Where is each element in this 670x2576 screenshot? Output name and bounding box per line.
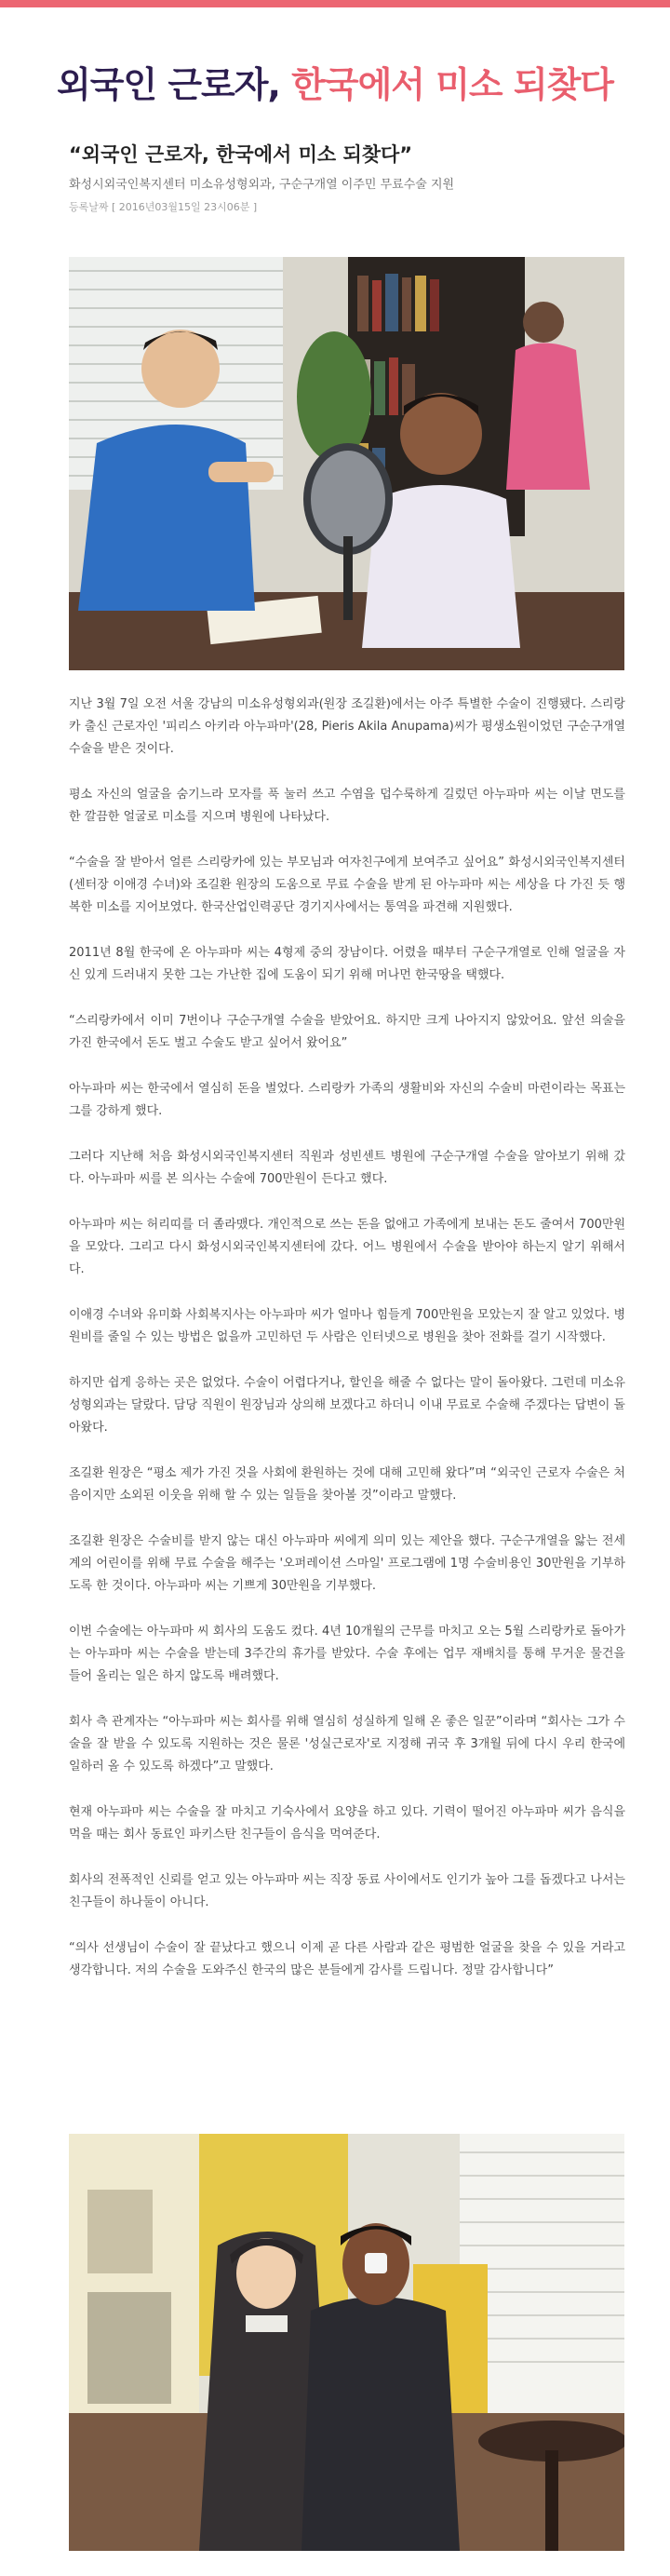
article-body <box>69 694 625 2005</box>
article-paragraph: 현재 아누파마 씨는 수술을 잘 마치고 기숙사에서 요양을 하고 있다. 기력이 떨어진 아누파마 씨가 음식을 먹을 때는 회사 동료인 파키스탄 친구들이 음식을 먹여준다. <box>69 1805 625 1841</box>
clinic-visit-photo <box>69 2134 624 2551</box>
banner-title <box>0 56 670 107</box>
article-paragraph: 이애경 수녀와 유미화 사회복지사는 아누파마 씨가 얼마나 힘들게 700만원을 모았는지 잘 알고 있었다. 병원비를 줄일 수 있는 방법은 없을까 고민하던 두 사람은 인터넷으로 병원을 찾아 전화를 걸기 시작했다. <box>69 1308 625 1344</box>
article-paragraph: 아누파마 씨는 한국에서 열심히 돈을 벌었다. 스리랑카 가족의 생활비와 자신의 수술비 마련이라는 목표는 그를 강하게 했다. <box>69 1082 625 1118</box>
article-paragraph: 2011년 8월 한국에 온 아누파마 씨는 4형제 중의 장남이다. 어렸을 때부터 구순구개열로 인해 얼굴을 자신 있게 드러내지 못한 그는 가난한 집에 도움이 되기 위해 머나먼 한국땅을 택했다. <box>69 946 625 982</box>
article-paragraph: 조길환 원장은 “평소 제가 가진 것을 사회에 환원하는 것에 대해 고민해 왔다”며 “외국인 근로자 수술은 처음이지만 소외된 이웃을 위해 할 수 있는 일들을 찾아볼 것”이라고 말했다. <box>69 1466 625 1503</box>
article-paragraph: 이번 수술에는 아누파마 씨 회사의 도움도 컸다. 4년 10개월의 근무를 마치고 오는 5월 스리랑카로 돌아가는 아누파마 씨는 수술을 받는데 3주간의 휴가를 받았다. 수술 후에는 업무 재배치를 통해 무거운 물건을 들어 올리는 일은 하지 않도록 배려했다. <box>69 1625 625 1683</box>
article-subheadline: 화성시외국인복지센터 미소유성형외과, 구순구개열 이주민 무료수술 지원 <box>69 178 455 192</box>
article-paragraph: “수술을 잘 받아서 얼른 스리랑카에 있는 부모님과 여자친구에게 보여주고 싶어요” 화성시외국인복지센터(센터장 이애경 수녀)와 조길환 원장의 도움으로 무료 수술을 받게 된 아누파마 씨는 세상을 다 가진 듯 행복한 미소를 지어보였다. 한국산업인력공단 경기지사에서는 통역을 파견해 지원했다. <box>69 856 625 914</box>
banner-title-part2: 한국에서 미소 되찾다 <box>291 64 613 105</box>
article-paragraph: 아누파마 씨는 허리띠를 더 졸라맸다. 개인적으로 쓰는 돈을 없애고 가족에게 보내는 돈도 줄여서 700만원을 모았다. 그리고 다시 화성시외국인복지센터에 갔다. 어느 병원에서 수술을 받아야 하는지 알기 위해서다. <box>69 1218 625 1276</box>
article-paragraph: 조길환 원장은 수술비를 받지 않는 대신 아누파마 씨에게 의미 있는 제안을 했다. 구순구개열을 앓는 전세계의 어린이를 위해 무료 수술을 해주는 '오퍼레이션 스마일' 프로그램에 1명 수술비용인 30만원을 기부하도록 한 것이다. 아누파마 씨는 기쁘게 30만원을 기부했다. <box>69 1534 625 1593</box>
article-paragraph: 그러다 지난해 처음 화성시외국인복지센터 직원과 성빈센트 병원에 구순구개열 수술을 알아보기 위해 갔다. 아누파마 씨를 본 의사는 수술에 700만원이 든다고 했다. <box>69 1150 625 1186</box>
article-paragraph: 평소 자신의 얼굴을 숨기느라 모자를 푹 눌러 쓰고 수염을 덥수룩하게 길렀던 아누파마 씨는 이날 면도를 한 깔끔한 얼굴로 미소를 지으며 병원에 나타났다. <box>69 788 625 824</box>
banner-title-part1: 외국인 근로자, <box>57 64 292 105</box>
article-paragraph: 회사의 전폭적인 신뢰를 얻고 있는 아누파마 씨는 직장 동료 사이에서도 인기가 높아 그를 돕겠다고 나서는 친구들이 하나둘이 아니다. <box>69 1873 625 1909</box>
article-paragraph: “의사 선생님이 수술이 잘 끝났다고 했으니 이제 곧 다른 사람과 같은 평범한 얼굴을 찾을 수 있을 거라고 생각합니다. 저의 수술을 도와주신 한국의 많은 분들에게 감사를 드립니다. 정말 감사합니다” <box>69 1941 625 1977</box>
top-accent-bar <box>0 0 670 7</box>
article-headline: “외국인 근로자, 한국에서 미소 되찾다” <box>69 143 413 166</box>
article-paragraph: “스리랑카에서 이미 7번이나 구순구개열 수술을 받았어요. 하지만 크게 나아지지 않았어요. 앞선 의술을 가진 한국에서 돈도 벌고 수술도 받고 싶어서 왔어요” <box>69 1014 625 1050</box>
article-byline: 등록날짜 [ 2016년03월15일 23시06분 ] <box>69 201 258 213</box>
article-paragraph: 회사 측 관계자는 “아누파마 씨는 회사를 위해 열심히 성실하게 일해 온 좋은 일꾼”이라며 “회사는 그가 수술을 잘 받을 수 있도록 지원하는 것은 물론 '성실근로자'로 지정해 귀국 후 3개월 뒤에 다시 우리 한국에 일하러 올 수 있도록 하겠다”고 말했다. <box>69 1715 625 1774</box>
article-paragraph: 하지만 쉽게 응하는 곳은 없었다. 수술이 어렵다거나, 할인을 해줄 수 없다는 말이 돌아왔다. 그런데 미소유성형외과는 달랐다. 담당 직원이 원장님과 상의해 보겠다고 하더니 이내 무료로 수술해 주겠다는 답변이 돌아왔다. <box>69 1376 625 1435</box>
consultation-photo <box>69 257 624 670</box>
article-paragraph: 지난 3월 7일 오전 서울 강남의 미소유성형외과(원장 조길환)에서는 아주 특별한 수술이 진행됐다. 스리랑카 출신 근로자인 '피리스 아키라 아누파마'(28, Pieris Akila Anupama)씨가 평생소원이었던 구순구개열 수술을 받은 것이다. <box>69 697 625 756</box>
